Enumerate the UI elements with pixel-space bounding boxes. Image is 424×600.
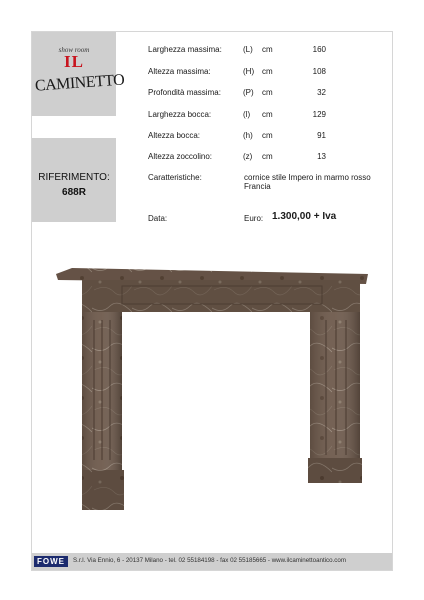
spec-value: 129: [312, 110, 326, 119]
date-label: Data:: [148, 214, 168, 223]
footer-contact-text: S.r.l. Via Ennio, 6 - 20137 Milano - tel. 02 55184198 - fax 02 55185665 - www.ilcaminettoantico.com: [73, 557, 346, 564]
spec-unit: cm: [262, 88, 273, 97]
spec-symbol: (P): [243, 88, 254, 97]
spec-symbol: (H): [243, 67, 255, 76]
logo-tagline: show room: [58, 46, 90, 54]
spec-label: Altezza massima:: [148, 67, 211, 76]
spec-value: 160: [312, 45, 326, 54]
spec-value: 108: [312, 67, 326, 76]
logo-caminetto: CAMINETTO: [34, 71, 125, 95]
spec-label: Altezza zoccolino:: [148, 152, 213, 161]
footer-bar: [32, 553, 392, 570]
spec-label: Profondità massima:: [148, 88, 221, 97]
spec-symbol: (h): [243, 131, 253, 140]
spec-unit: cm: [262, 152, 273, 161]
currency-label: Euro:: [244, 214, 264, 223]
spec-unit: cm: [262, 131, 273, 140]
features-value: cornice stile Impero in marmo rosso Francia: [244, 173, 371, 191]
spec-value: 32: [317, 88, 326, 97]
reference-code: 688R: [62, 187, 86, 198]
logo-il: IL: [64, 52, 84, 71]
spec-value: 13: [317, 152, 326, 161]
footer-logo: FOWE: [34, 556, 68, 567]
reference-label: RIFERIMENTO:: [38, 172, 110, 183]
spec-label: Larghezza massima:: [148, 45, 222, 54]
company-logo: [32, 32, 125, 116]
spec-label: Larghezza bocca:: [148, 110, 212, 119]
spec-symbol: (l): [243, 110, 251, 119]
features-label: Caratteristiche:: [148, 173, 202, 182]
spec-label: Altezza bocca:: [148, 131, 201, 140]
spec-unit: cm: [262, 45, 273, 54]
spec-unit: cm: [262, 110, 273, 119]
price-amount: 1.300,00 + Iva: [272, 211, 337, 222]
spec-value: 91: [317, 131, 326, 140]
spec-symbol: (z): [243, 152, 253, 161]
spec-unit: cm: [262, 67, 273, 76]
fireplace-photo: [52, 260, 372, 515]
reference-panel: [32, 138, 116, 222]
spec-symbol: (L): [243, 45, 253, 54]
